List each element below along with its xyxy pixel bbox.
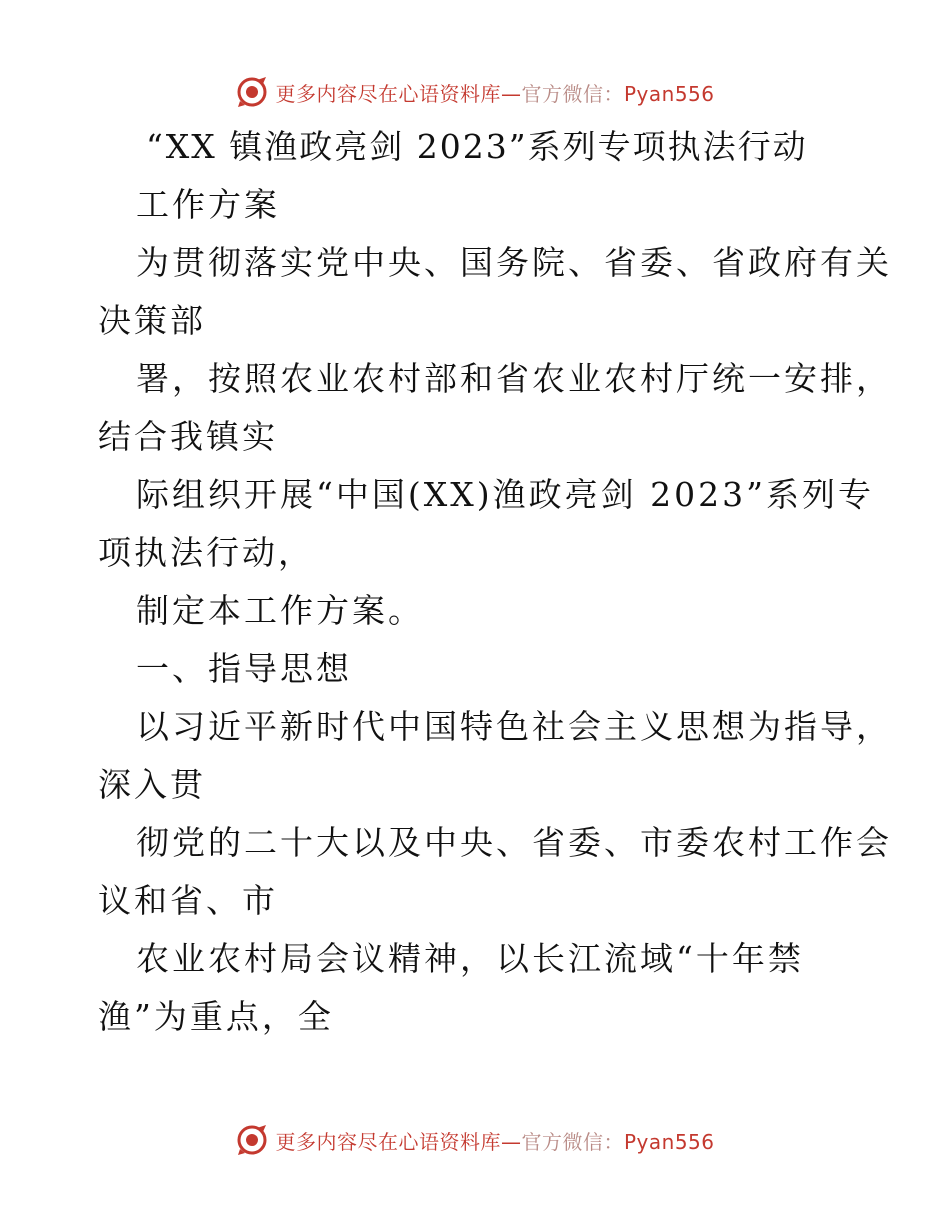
watermark-main: 更多内容尽在心语资料库 [275,81,501,106]
footer-watermark [0,1118,950,1162]
watermark-dash: — [500,81,522,106]
watermark-account: Pyan556 [623,1129,715,1154]
document-subtitle: 工作方案 [136,185,280,224]
paragraph-line: 际组织开展“中国(XX)渔政亮剑 2023”系列专 [136,475,874,514]
paragraph-line: 以习近平新时代中国特色社会主义思想为指导， [136,707,892,746]
watermark-side: 官方微信： [521,81,624,106]
paragraph-line: 深入贯 [98,765,206,804]
paragraph-line: 议和省、市 [98,881,278,920]
watermark-main: 更多内容尽在心语资料库 [275,1129,501,1154]
paragraph-line: 制定本工作方案。 [136,591,424,630]
paragraph-line: 结合我镇实 [98,417,278,456]
watermark-logo-icon [235,1123,269,1157]
section-heading: 一、指导思想 [136,649,352,688]
document-body [98,118,892,1046]
watermark-account: Pyan556 [623,81,715,106]
paragraph-line: 渔”为重点，全 [98,997,334,1036]
paragraph-line: 项执法行动， [98,533,314,572]
paragraph-line: 决策部 [98,301,206,340]
document-title: “XX 镇渔政亮剑 2023”系列专项执法行动 [146,127,808,166]
paragraph-line: 农业农村局会议精神，以长江流域“十年禁 [136,939,804,978]
header-watermark [0,70,950,114]
watermark-logo-icon [235,75,269,109]
watermark-dash: — [500,1129,522,1154]
watermark-text [275,1126,714,1155]
paragraph-line: 彻党的二十大以及中央、省委、市委农村工作会 [136,823,892,862]
paragraph-line: 署，按照农业农村部和省农业农村厅统一安排， [136,359,892,398]
watermark-text [275,78,714,107]
watermark-side: 官方微信： [521,1129,624,1154]
paragraph-line: 为贯彻落实党中央、国务院、省委、省政府有关 [136,243,892,282]
